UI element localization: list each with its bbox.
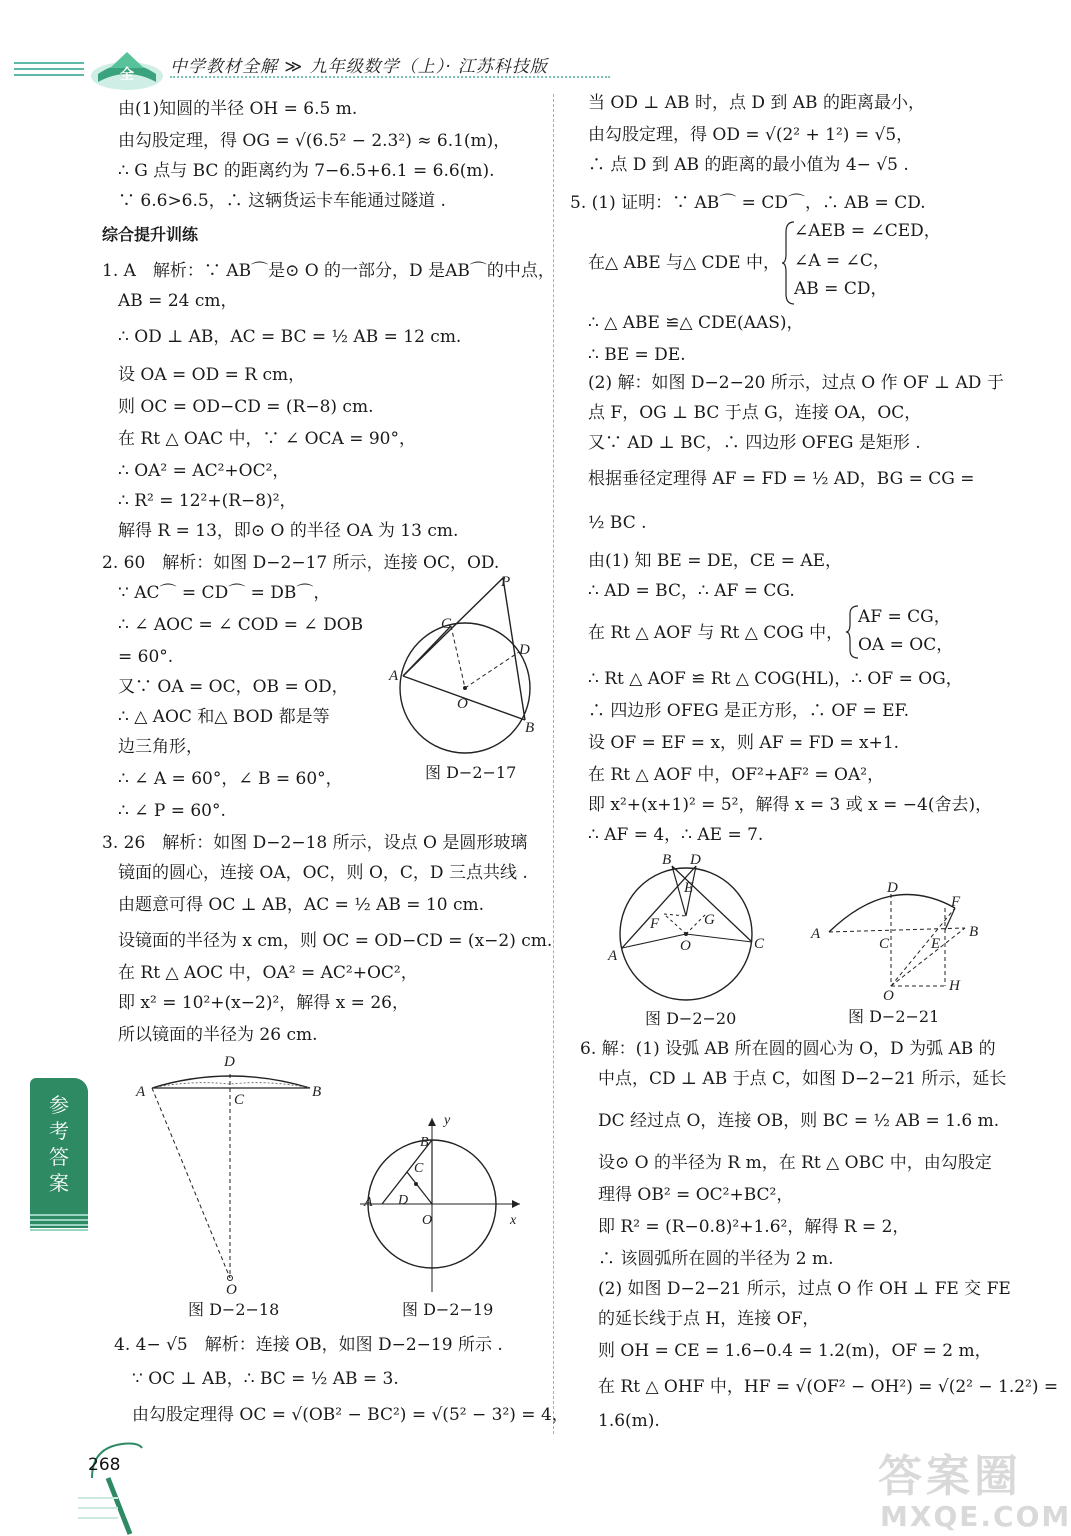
text-line: ∵ 6.6>6.5，∴ 这辆货运卡车能通过隧道 . — [118, 191, 446, 211]
watermark-url: MXQE.COM — [880, 1500, 1071, 1533]
text-line: ∵ AC⌒ = CD⌒ = DB⌒， — [118, 583, 331, 603]
header-dotted-rule — [170, 76, 610, 78]
svg-text:A: A — [136, 1084, 146, 1100]
side-tab-label: 参考答案 — [49, 1093, 69, 1195]
text-line: 理得 OB² = OC²+BC²， — [598, 1185, 794, 1205]
text-line: ∴ ∠ AOC = ∠ COD = ∠ DOB — [118, 615, 364, 635]
text-line: 在 Rt △ AOF 中，OF²+AF² = OA²， — [588, 765, 885, 785]
text-line: (2) 解：如图 D−2−20 所示，过点 O 作 OF ⊥ AD 于 — [588, 373, 1004, 393]
text-line: 根据垂径定理得 AF = FD = ½ AD，BG = CG = — [588, 469, 975, 489]
svg-text:B: B — [420, 1135, 429, 1150]
text-line: 5. (1) 证明：∵ AB⌒ = CD⌒，∴ AB = CD. — [570, 193, 926, 213]
text-line: 在 Rt △ OHF 中，HF = √(OF² − OH²) = √(2² − 1.2²) = — [598, 1377, 1059, 1397]
text-line: 由(1) 知 BE = DE，CE = AE， — [588, 551, 843, 571]
text-line: 的延长线于点 H，连接 OF， — [598, 1309, 820, 1329]
svg-text:C: C — [234, 1092, 245, 1108]
text-line: 设⊙ O 的半径为 R m，在 Rt △ OBC 中，由勾股定 — [598, 1153, 992, 1173]
text-line: 即 x²+(x+1)² = 5²，解得 x = 3 或 x = −4(舍去)， — [588, 795, 993, 815]
text-line: 由勾股定理，得 OG = √(6.5² − 2.3²) ≈ 6.1(m)， — [118, 131, 511, 151]
text-line: 则 OH = CE = 1.6−0.4 = 1.2(m)，OF = 2 m， — [598, 1341, 992, 1361]
figure-d-2-18 — [130, 1050, 330, 1298]
figure-d-2-19 — [360, 1112, 530, 1297]
text-line: 由题意可得 OC ⊥ AB，AC = ½ AB = 10 cm. — [118, 895, 485, 915]
text-line: ∴ OD ⊥ AB，AC = BC = ½ AB = 12 cm. — [118, 327, 462, 347]
svg-text:O: O — [226, 1282, 237, 1298]
text-line: ∴ 四边形 OFEG 是正方形，∴ OF = EF. — [588, 701, 910, 721]
svg-text:B: B — [662, 852, 672, 868]
text-line: ∴ OA² = AC²+OC²， — [118, 461, 290, 481]
figure-d-2-21 — [805, 876, 995, 1006]
svg-text:A: A — [608, 948, 618, 964]
svg-text:D: D — [887, 880, 898, 896]
svg-text:B: B — [969, 924, 979, 940]
figure-caption: 图 D−2−19 — [402, 1300, 494, 1319]
text-line: ∴ 点 D 到 AB 的距离的最小值为 4− √5 . — [588, 155, 909, 175]
text-line: ∠AEB = ∠CED， — [794, 221, 941, 241]
svg-text:C: C — [754, 936, 765, 952]
text-line: ∴ 该圆弧所在圆的半径为 2 m. — [598, 1249, 834, 1269]
svg-text:G: G — [704, 912, 715, 928]
svg-text:C: C — [879, 936, 890, 952]
svg-text:E: E — [931, 936, 941, 952]
svg-text:F: F — [951, 894, 961, 910]
text-line: 即 x² = 10²+(x−2)²，解得 x = 26， — [118, 993, 409, 1013]
svg-text:O: O — [883, 988, 894, 1004]
text-line: ∴ G 点与 BC 的距离约为 7−6.5+6.1 = 6.6(m). — [118, 161, 495, 181]
text-line: 在 Rt △ AOC 中，OA² = AC²+OC²， — [118, 963, 418, 983]
figure-d-2-17 — [385, 570, 545, 770]
text-line: 在 Rt △ AOF 与 Rt △ COG 中， — [588, 623, 844, 643]
text-line: 又∵ AD ⊥ BC，∴ 四边形 OFEG 是矩形 . — [588, 433, 921, 453]
text-line: ∵ OC ⊥ AB，∴ BC = ½ AB = 3. — [132, 1369, 399, 1389]
text-line: OA = OC， — [858, 635, 954, 655]
svg-text:O: O — [422, 1213, 433, 1228]
svg-text:A: A — [364, 1195, 373, 1210]
figure-d-2-20 — [600, 848, 780, 1008]
page-number-arc-icon — [78, 1438, 168, 1536]
figure-caption: 图 D−2−20 — [645, 1009, 737, 1028]
text-line: 解得 R = 13，即⊙ O 的半径 OA 为 13 cm. — [118, 521, 459, 541]
svg-text:B: B — [525, 720, 535, 736]
svg-text:A: A — [811, 926, 821, 942]
text-line: AB = 24 cm， — [118, 291, 238, 311]
text-line: 中点，CD ⊥ AB 于点 C，如图 D−2−21 所示，延长 — [598, 1069, 1007, 1089]
text-line: 镜面的圆心，连接 OA，OC，则 O，C，D 三点共线 . — [118, 863, 528, 883]
text-line: 在 Rt △ OAC 中，∵ ∠ OCA = 90°， — [118, 429, 416, 449]
text-line: 设 OF = EF = x，则 AF = FD = x+1. — [588, 733, 900, 753]
svg-text:O: O — [457, 696, 468, 712]
text-line: 由勾股定理，得 OD = √(2² + 1²) = √5， — [588, 125, 914, 145]
text-line: 在△ ABE 与△ CDE 中， — [588, 253, 780, 273]
header-decoration-lines — [14, 62, 84, 82]
svg-text:C: C — [414, 1161, 424, 1176]
text-line: 即 R² = (R−0.8)²+1.6²，解得 R = 2， — [598, 1217, 910, 1237]
svg-text:H: H — [949, 978, 960, 994]
text-line: ∠A = ∠C， — [794, 251, 890, 271]
text-line: AF = CG， — [858, 607, 951, 627]
text-line: ½ BC . — [588, 513, 647, 533]
text-line: ∴ ∠ A = 60°，∠ B = 60°， — [118, 769, 343, 789]
text-line: 所以镜面的半径为 26 cm. — [118, 1025, 318, 1045]
text-line: 边三角形， — [118, 737, 203, 757]
watermark-text: 答案圈 — [878, 1451, 1022, 1502]
text-line: 1.6(m). — [598, 1411, 660, 1431]
figure-caption: 图 D−2−21 — [848, 1007, 940, 1026]
text-line: ∴ R² = 12²+(R−8)²， — [118, 491, 297, 511]
svg-text:D: D — [690, 852, 701, 868]
text-line: 由勾股定理得 OC = √(OB² − BC²) = √(5² − 3²) = 4， — [132, 1405, 569, 1425]
text-line: ∴ Rt △ AOF ≌ Rt △ COG(HL)，∴ OF = OG， — [588, 669, 963, 689]
svg-text:B: B — [312, 1084, 322, 1100]
svg-text:A: A — [389, 668, 399, 684]
svg-text:F: F — [650, 916, 660, 932]
side-tab-stripes — [30, 1214, 88, 1238]
text-line: 设 OA = OD = R cm， — [118, 365, 306, 385]
figure-caption: 图 D−2−18 — [188, 1300, 280, 1319]
text-line: ∴ ∠ P = 60°. — [118, 801, 226, 821]
text-line: 当 OD ⊥ AB 时，点 D 到 AB 的距离最小， — [588, 93, 925, 113]
text-line: ∴ △ ABE ≌△ CDE(AAS)， — [588, 313, 804, 333]
watermark — [870, 1440, 1071, 1536]
svg-text:D: D — [519, 642, 530, 658]
text-line: (2) 如图 D−2−21 所示，过点 O 作 OH ⊥ FE 交 FE — [598, 1279, 1011, 1299]
text-line: 3. 26 解析：如图 D−2−18 所示，设点 O 是圆形玻璃 — [102, 833, 528, 853]
text-line: ∴ △ AOC 和△ BOD 都是等 — [118, 707, 330, 727]
book-logo-icon — [88, 46, 166, 92]
svg-text:C: C — [441, 616, 452, 632]
text-line: 又∵ OA = OC，OB = OD， — [118, 677, 349, 697]
svg-text:O: O — [680, 938, 691, 954]
svg-text:x: x — [510, 1213, 517, 1228]
side-tab-answers — [30, 1078, 88, 1228]
text-line: 6. 解：(1) 设弧 AB 所在圆的圆心为 O，D 为弧 AB 的 — [580, 1039, 996, 1059]
text-line: ∴ BE = DE. — [588, 345, 686, 365]
svg-text:D: D — [398, 1193, 409, 1208]
text-line: AB = CD， — [794, 279, 888, 299]
text-line: 由(1)知圆的半径 OH = 6.5 m. — [118, 99, 358, 119]
text-line: = 60°. — [118, 647, 174, 667]
section-heading: 综合提升训练 — [102, 225, 199, 244]
header-title: 中学教材全解 ≫ 九年级数学（上）· 江苏科技版 — [170, 57, 548, 77]
svg-text:D: D — [224, 1054, 235, 1070]
text-line: 4. 4− √5 解析：连接 OB，如图 D−2−19 所示 . — [114, 1335, 503, 1355]
text-line: ∴ AD = BC，∴ AF = CG. — [588, 581, 795, 601]
figure-caption: 图 D−2−17 — [425, 763, 517, 782]
text-line: 1. A 解析：∵ AB⌒是⊙ O 的一部分，D 是AB⌒的中点， — [102, 261, 555, 281]
text-line: 2. 60 解析：如图 D−2−17 所示，连接 OC，OD. — [102, 553, 500, 573]
text-line: 点 F，OG ⊥ BC 于点 G，连接 OA，OC， — [588, 403, 922, 423]
text-line: ∴ AF = 4，∴ AE = 7. — [588, 825, 764, 845]
text-line: 则 OC = OD−CD = (R−8) cm. — [118, 397, 374, 417]
svg-text:全: 全 — [120, 66, 134, 82]
column-divider — [553, 94, 554, 1434]
svg-text:y: y — [444, 1113, 451, 1128]
svg-text:P: P — [501, 574, 511, 590]
page-header — [0, 40, 1052, 100]
text-line: 设镜面的半径为 x cm，则 OC = OD−CD = (x−2) cm. — [118, 931, 553, 951]
text-line: DC 经过点 O，连接 OB，则 BC = ½ AB = 1.6 m. — [598, 1111, 1000, 1131]
svg-text:E: E — [684, 880, 694, 896]
page-number: 268 — [88, 1455, 121, 1475]
